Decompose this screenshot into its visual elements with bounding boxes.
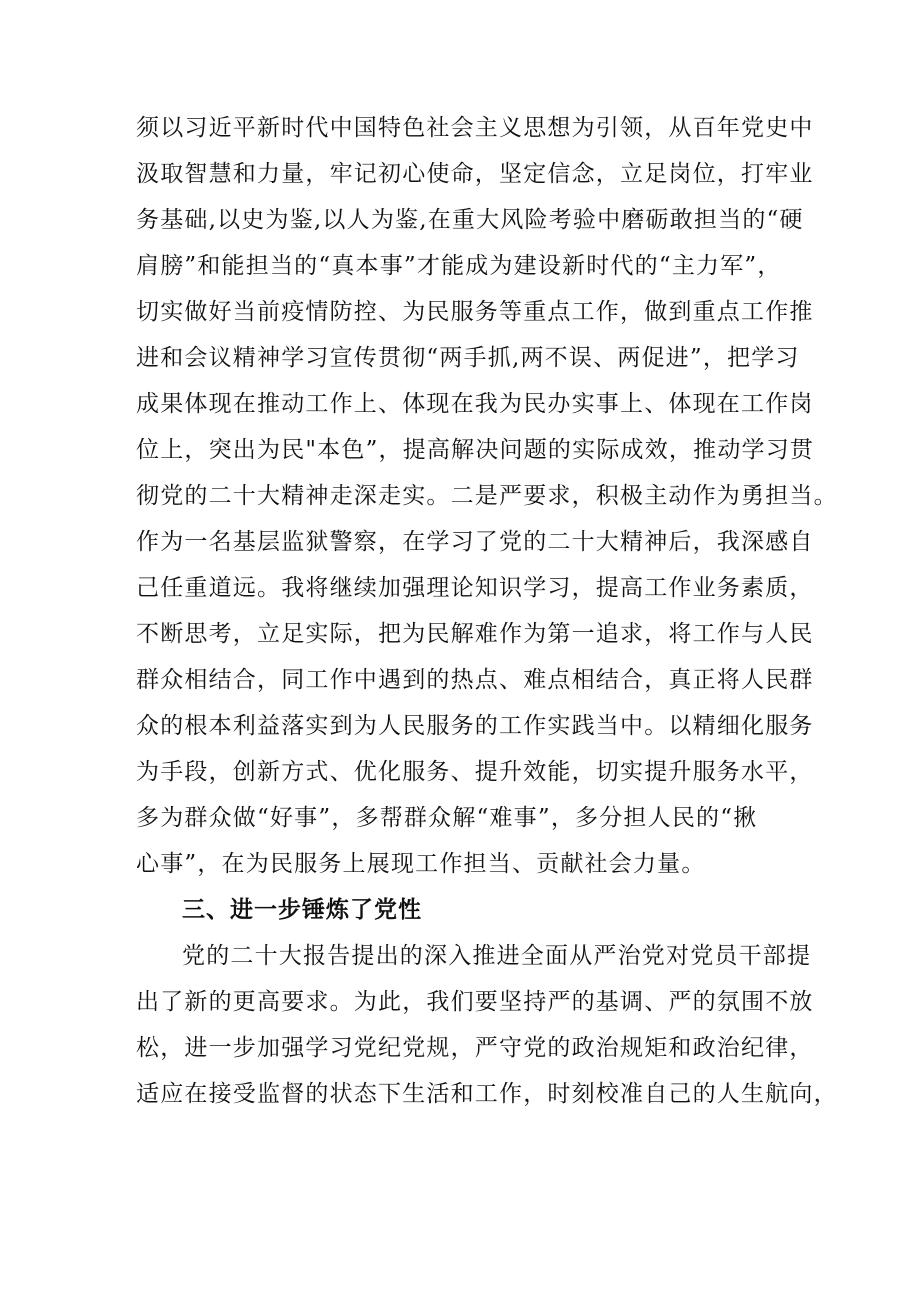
- text-line: 党的二十大报告提出的深入推进全面从严治党对党员干部提: [182, 943, 812, 969]
- text-line: 进和会议精神学习宣传贯彻“两手抓,两不误、两促进”，把学习: [136, 345, 800, 371]
- text-line: 众的根本利益落实到为人民服务的工作实践当中。以精细化服务: [136, 713, 814, 739]
- text-line: 汲取智慧和力量，牢记初心使命，坚定信念，立足岗位，打牢业: [136, 161, 814, 187]
- section-heading: 三、进一步锤炼了党性: [182, 897, 422, 923]
- text-line: 切实做好当前疫情防控、为民服务等重点工作，做到重点工作推: [136, 299, 814, 325]
- text-line: 心事”，在为民服务上展现工作担当、贡献社会力量。: [136, 851, 706, 877]
- document-body: [136, 105, 838, 1117]
- text-line: 不断思考，立足实际，把为民解难作为第一追求，将工作与人民: [136, 621, 814, 647]
- text-line: 适应在接受监督的状态下生活和工作，时刻校准自己的人生航向，: [136, 1081, 838, 1107]
- text-line: 多为群众做“好事”，多帮群众解“难事”，多分担人民的“揪: [136, 805, 758, 831]
- text-line: 位上，突出为民"本色”，提高解决问题的实际成效，推动学习贯: [136, 437, 815, 463]
- text-line: 群众相结合，同工作中遇到的热点、难点相结合，真正将人民群: [136, 667, 814, 693]
- text-line: 松，进一步加强学习党纪党规，严守党的政治规矩和政治纪律，: [136, 1035, 814, 1061]
- text-line: 己任重道远。我将继续加强理论知识学习，提高工作业务素质，: [136, 575, 814, 601]
- text-line: 出了新的更高要求。为此，我们要坚持严的基调、严的氛围不放: [136, 989, 814, 1015]
- text-line: 彻党的二十大精神走深走实。二是严要求，积极主动作为勇担当。: [136, 483, 838, 509]
- text-line: 为手段，创新方式、优化服务、提升效能，切实提升服务水平，: [136, 759, 814, 785]
- text-line: 肩膀”和能担当的“真本事”才能成为建设新时代的“主力军”，: [136, 253, 782, 279]
- text-line: 务基础,以史为鉴,以人为鉴,在重大风险考验中磨砺敢担当的“硬: [136, 207, 804, 233]
- text-line: 成果体现在推动工作上、体现在我为民办实事上、体现在工作岗: [136, 391, 814, 417]
- text-line: 作为一名基层监狱警察，在学习了党的二十大精神后，我深感自: [136, 529, 814, 555]
- text-line: 须以习近平新时代中国特色社会主义思想为引领，从百年党史中: [136, 115, 814, 141]
